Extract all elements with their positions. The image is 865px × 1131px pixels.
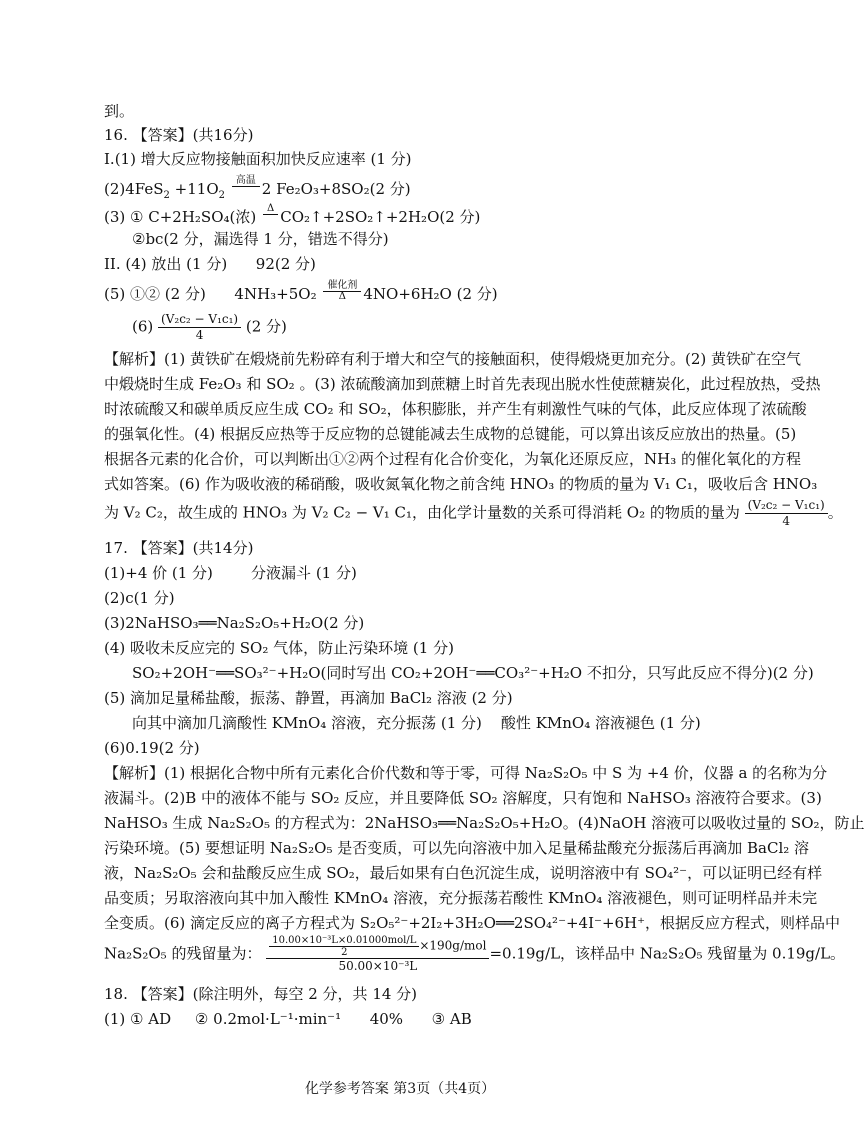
reaction-condition <box>323 281 361 302</box>
equation-part: +11O <box>169 180 219 198</box>
text-line: 【解析】(1) 黄铁矿在煅烧前先粉碎有利于增大和空气的接触面积，使得煅烧更加充分。(2) 黄铁矿在空气 <box>104 350 802 368</box>
inner-denominator: 2 <box>341 947 348 958</box>
text-line: II. (4) 放出 (1 分) 92(2 分) <box>104 255 316 273</box>
text-line: (6)0.19(2 分) <box>104 739 200 757</box>
text-line: 时浓硫酸又和碳单质反应生成 CO₂ 和 SO₂，体积膨胀，并产生有刺激性气味的气体，此反应体现了浓硫酸 <box>104 400 807 418</box>
text-line: 全变质。(6) 滴定反应的离子方程式为 S₂O₅²⁻+2I₂+3H₂O══2SO₄²⁻+4I⁻+6H⁺，根据反应方程式，则样品中 <box>104 914 841 932</box>
fraction-denominator: 4 <box>782 514 790 528</box>
equation-part: 4NO+6H₂O (2 分) <box>363 285 498 303</box>
fraction <box>266 935 489 974</box>
condition-label: 催化剂 <box>323 281 361 292</box>
text-line: 【解析】(1) 根据化合物中所有元素化合价代数和等于零，可得 Na₂S₂O₅ 中 S 为 +4 价，仪器 a 的名称为分 <box>104 764 828 782</box>
equation-part: (3) ① C+2H₂SO₄(浓) <box>104 208 257 226</box>
text-line: (1)+4 价 (1 分) 分液漏斗 (1 分) <box>104 564 357 582</box>
fraction-denominator: 50.00×10⁻³L <box>338 959 418 973</box>
text-line: 到。 <box>104 102 135 120</box>
section-heading-18: 18. 【答案】(除注明外，每空 2 分，共 14 分) <box>104 985 418 1003</box>
fraction-numerator: (V₂c₂ − V₁c₁) <box>158 312 241 328</box>
text-line: (4) 吸收未反应完的 SO₂ 气体，防止污染环境 (1 分) <box>104 639 454 657</box>
inner-numerator: 10.00×10⁻³L×0.01000mol/L <box>269 935 419 947</box>
text-line: (1) ① AD ② 0.2mol·L⁻¹·min⁻¹ 40% ③ AB <box>104 1010 472 1028</box>
text-line: 根据各元素的化合价，可以判断出①②两个过程有化合价变化，为氧化还原反应，NH₃ 的催化氧化的方程 <box>104 450 801 468</box>
text-line: 的强氧化性。(4) 根据反应热等于反应物的总键能减去生成物的总键能，可以算出该反应放出的热量。(5) <box>104 425 797 443</box>
fraction-line <box>104 498 843 529</box>
page-footer: 化学参考答案 第3页（共4页） <box>304 1081 496 1097</box>
reaction-condition <box>232 176 260 197</box>
equation-part: (5) ①② (2 分) 4NH₃+5O₂ <box>104 285 317 303</box>
equation-line: $(2)4FeS_2 +11O_2$ 高温 2 Fe₂O₃+8SO₂(2 分) <box>104 175 411 201</box>
fraction-denominator: 4 <box>195 328 204 342</box>
equation-part: (2)4FeS <box>104 180 164 198</box>
text-line: (2)c(1 分) <box>104 589 175 607</box>
text-line: (3)2NaHSO₃══Na₂S₂O₅+H₂O(2 分) <box>104 614 365 632</box>
text-line: 式如答案。(6) 作为吸收液的稀硝酸，吸收氮氧化物之前含纯 HNO₃ 的物质的量为 V₁ C₁，吸收后含 HNO₃ <box>104 475 818 493</box>
text-line: 液，Na₂S₂O₅ 会和盐酸反应生成 SO₂，最后如果有白色沉淀生成，说明溶液中有 SO₄²⁻，可以证明已经有样 <box>104 864 823 882</box>
fraction-numerator: (V₂c₂ − V₁c₁) <box>745 498 828 514</box>
equation-part: =0.19g/L，该样品中 Na₂S₂O₅ 残留量为 0.19g/L。 <box>489 944 846 963</box>
section-heading-17: 17. 【答案】(共14分) <box>104 539 254 557</box>
equation-line <box>104 281 498 305</box>
condition-label: Δ <box>338 291 346 302</box>
text-line: 液漏斗。(2)B 中的液体不能与 SO₂ 反应，并且要降低 SO₂ 溶解度，只有饱和 NaHSO₃ 溶液符合要求。(3) <box>104 789 822 807</box>
text-line: SO₂+2OH⁻══SO₃²⁻+H₂O(同时写出 CO₂+2OH⁻══CO₃²⁻+H₂O 不扣分，只写此反应不得分)(2 分) <box>132 664 814 682</box>
reaction-condition <box>263 204 278 225</box>
equation-line <box>104 204 480 228</box>
numerator-tail: ×190g/mol <box>419 938 487 953</box>
text-line: 污染环境。(5) 要想证明 Na₂S₂O₅ 是否变质，可以先向溶液中加入足量稀盐酸充分振荡后再滴加 BaCl₂ 溶 <box>104 839 810 857</box>
equation-part: Na₂S₂O₅ 的残留量为： <box>104 944 262 963</box>
text-line: (5) 滴加足量稀盐酸，振荡、静置，再滴加 BaCl₂ 溶液 (2 分) <box>104 689 513 707</box>
equation-part: 为 V₂ C₂，故生成的 HNO₃ 为 V₂ C₂ − V₁ C₁，由化学计量数的关系可得消耗 O₂ 的物质的量为 <box>104 503 740 522</box>
fraction <box>158 312 241 343</box>
condition-label: 高温 <box>232 176 260 187</box>
equation-part: (2 分) <box>241 317 287 336</box>
section-heading-16: 16. 【答案】(共16分) <box>104 126 254 144</box>
text-line: 中煅烧时生成 Fe₂O₃ 和 SO₂ 。(3) 浓硫酸滴加到蔗糖上时首先表现出脱水性使蔗糖炭化，此过程放热，受热 <box>104 375 821 393</box>
fraction-line <box>104 935 845 974</box>
equation-part: 2 Fe₂O₃+8SO₂(2 分) <box>261 180 411 198</box>
text-line: I.(1) 增大反应物接触面积加快反应速率 (1 分) <box>104 150 412 168</box>
text-line: NaHSO₃ 生成 Na₂S₂O₅ 的方程式为：2NaHSO₃══Na₂S₂O₅+H₂O。(4)NaOH 溶液可以吸收过量的 SO₂，防止 <box>104 814 865 832</box>
text-line: ②bc(2 分，漏选得 1 分，错选不得分) <box>132 230 389 248</box>
fraction-line <box>132 312 287 343</box>
fraction-numerator <box>266 935 489 959</box>
text-line: 品变质；另取溶液向其中加入酸性 KMnO₄ 溶液，充分振荡若酸性 KMnO₄ 溶液褪色，则可证明样品并未完 <box>104 889 818 907</box>
fraction <box>745 498 828 529</box>
equation-part: (6) <box>132 317 154 336</box>
inner-fraction <box>269 935 419 958</box>
condition-label: Δ <box>263 204 278 215</box>
equation-part: 。 <box>827 503 843 522</box>
text-line: 向其中滴加几滴酸性 KMnO₄ 溶液，充分振荡 (1 分) 酸性 KMnO₄ 溶液褪色 (1 分) <box>132 714 701 732</box>
equation-part: CO₂↑+2SO₂↑+2H₂O(2 分) <box>280 208 481 226</box>
